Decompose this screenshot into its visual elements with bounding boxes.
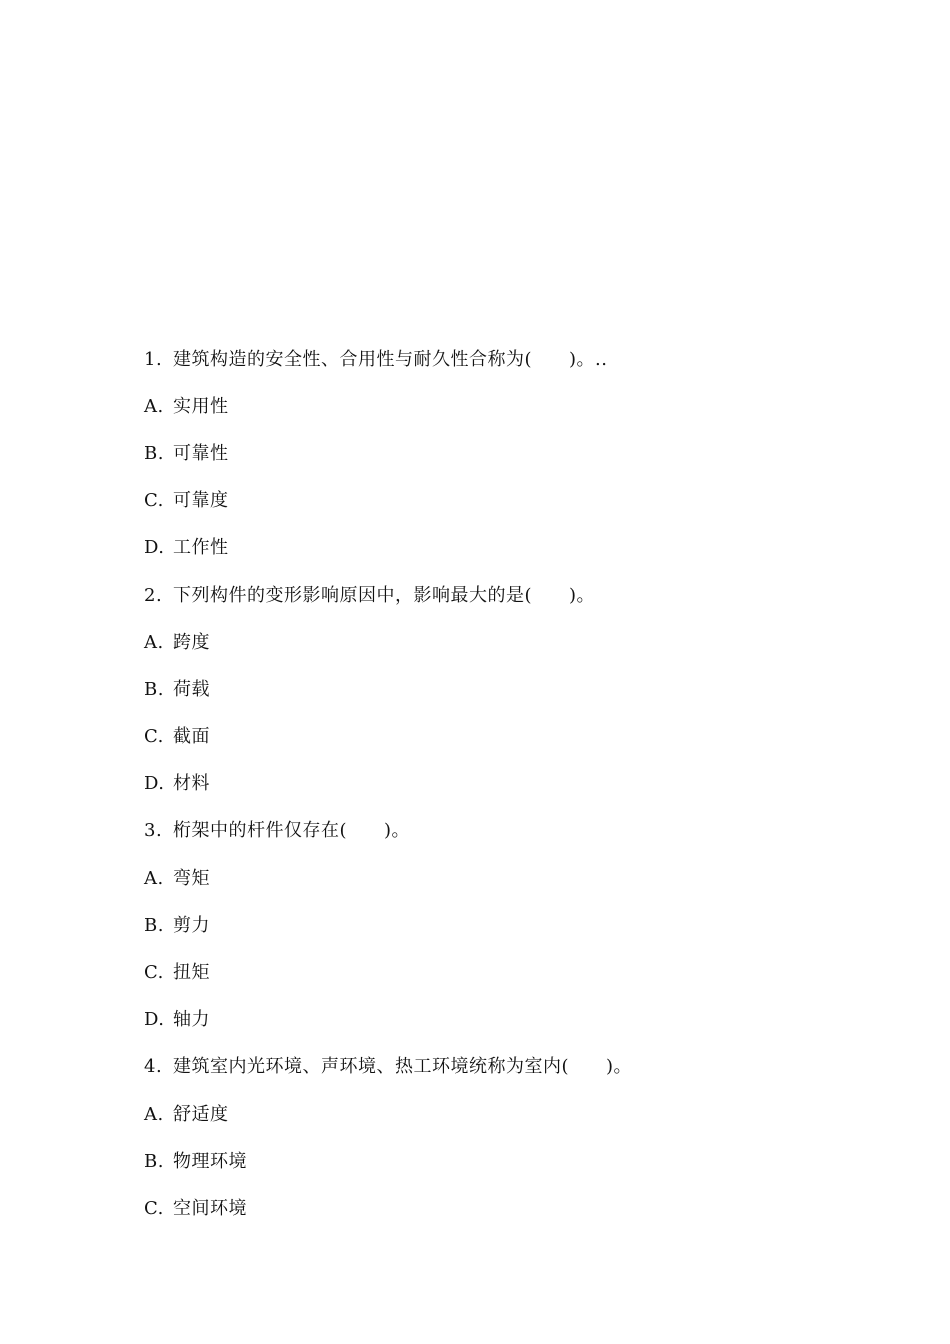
option-text: 剪力 [173,914,210,936]
option-item [144,478,864,525]
option-item [144,949,864,996]
option-text: 可靠性 [173,442,229,464]
option-text: 工作性 [173,537,229,559]
option-item [144,714,864,761]
option-text: 实用性 [173,395,229,417]
option-text: 扭矩 [173,962,210,984]
option-text: 跨度 [173,631,210,653]
option-item [144,1185,864,1232]
option-text: 轴力 [173,1009,210,1031]
question-number: 1. [144,348,163,370]
question-text: 下列构件的变形影响原因中，影响最大的是( )。 [173,584,596,606]
option-text: 弯矩 [173,867,210,889]
question-stem [144,572,864,619]
option-item [144,855,864,902]
option-item [144,525,864,572]
question-stem [144,336,864,383]
option-item [144,383,864,430]
option-item [144,666,864,713]
question-stem [144,808,864,855]
option-item [144,430,864,477]
option-text: 舒适度 [173,1103,229,1125]
question-text: 桁架中的杆件仅存在( )。 [173,820,411,842]
option-letter: C. [144,962,164,984]
option-letter: C. [144,726,164,748]
option-text: 截面 [173,726,210,748]
option-letter: B. [144,442,164,464]
option-text: 可靠度 [173,490,229,512]
option-item [144,1091,864,1138]
question-number: 3. [144,820,163,842]
option-letter: A. [144,631,164,653]
option-letter: C. [144,1197,164,1219]
option-letter: C. [144,490,164,512]
option-item [144,902,864,949]
question-text: 建筑构造的安全性、合用性与耐久性合称为( )。.. [173,348,608,370]
question-stem [144,1044,864,1091]
question-number: 2. [144,584,163,606]
option-letter: B. [144,1150,164,1172]
option-letter: D. [144,537,165,559]
option-letter: D. [144,1009,165,1031]
option-item [144,1138,864,1185]
option-text: 荷载 [173,678,210,700]
option-item [144,619,864,666]
question-list [144,336,864,1233]
option-text: 空间环境 [173,1197,247,1219]
option-letter: A. [144,867,164,889]
option-letter: D. [144,773,165,795]
option-text: 物理环境 [173,1150,247,1172]
question-number: 4. [144,1056,163,1078]
option-letter: A. [144,1103,164,1125]
option-item [144,761,864,808]
option-text: 材料 [173,773,210,795]
option-letter: B. [144,678,164,700]
option-letter: A. [144,395,164,417]
option-item [144,997,864,1044]
question-text: 建筑室内光环境、声环境、热工环境统称为室内( )。 [173,1056,633,1078]
option-letter: B. [144,914,164,936]
